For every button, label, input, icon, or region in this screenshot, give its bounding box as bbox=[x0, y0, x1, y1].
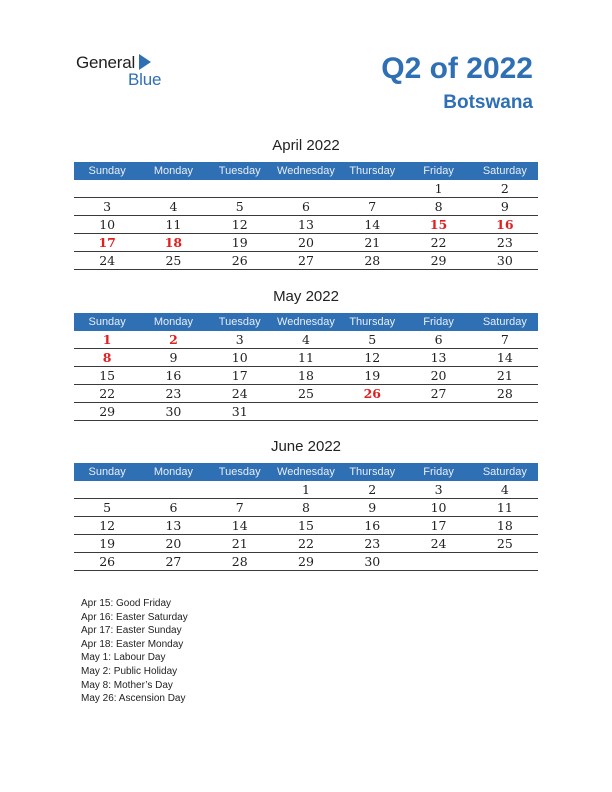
day-cell: 26 bbox=[231, 253, 248, 268]
day-cell: 11 bbox=[496, 500, 513, 515]
calendar-month-may bbox=[74, 287, 538, 421]
day-cell: 23 bbox=[496, 235, 513, 250]
weekday-label: Monday bbox=[153, 466, 193, 478]
week-row bbox=[74, 535, 538, 553]
day-cell: 1 bbox=[434, 181, 443, 196]
day-cell bbox=[74, 481, 140, 498]
week-row bbox=[74, 481, 538, 499]
day-cell: 17 bbox=[430, 518, 447, 533]
day-cell: 2 bbox=[169, 332, 178, 347]
day-cell: 28 bbox=[364, 253, 381, 268]
day-cell: 24 bbox=[99, 253, 116, 268]
day-cell: 28 bbox=[231, 554, 248, 569]
holiday-item: May 1: Labour Day bbox=[81, 652, 166, 664]
holiday-item: Apr 17: Easter Sunday bbox=[81, 625, 182, 637]
day-cell: 27 bbox=[165, 554, 182, 569]
weekday-label: Wednesday bbox=[277, 165, 335, 177]
day-cell: 22 bbox=[298, 536, 314, 551]
day-cell bbox=[405, 403, 471, 420]
day-cell: 20 bbox=[430, 368, 447, 383]
week-row bbox=[74, 403, 538, 421]
day-cell: 14 bbox=[231, 518, 248, 533]
day-cell: 15 bbox=[429, 217, 448, 232]
week-row bbox=[74, 349, 538, 367]
calendar-month-april bbox=[74, 136, 538, 270]
day-cell: 6 bbox=[302, 199, 310, 214]
calendar-month-june bbox=[74, 437, 538, 571]
day-cell: 11 bbox=[298, 350, 314, 365]
day-cell: 8 bbox=[302, 500, 310, 515]
day-cell: 15 bbox=[99, 368, 116, 383]
logo-general-text: General bbox=[76, 53, 136, 72]
day-cell: 2 bbox=[368, 482, 377, 497]
day-cell: 10 bbox=[231, 350, 248, 365]
day-cell: 7 bbox=[368, 199, 377, 214]
day-cell: 30 bbox=[364, 554, 381, 569]
day-cell: 29 bbox=[99, 404, 116, 419]
day-cell: 25 bbox=[165, 253, 182, 268]
weekday-label: Sunday bbox=[88, 466, 126, 478]
day-cell: 17 bbox=[98, 235, 116, 250]
day-cell: 13 bbox=[165, 518, 182, 533]
day-cell: 4 bbox=[302, 332, 310, 347]
day-cell: 29 bbox=[298, 554, 314, 569]
day-cell: 27 bbox=[298, 253, 314, 268]
day-cell: 10 bbox=[99, 217, 116, 232]
day-cell: 13 bbox=[298, 217, 314, 232]
week-row bbox=[74, 499, 538, 517]
day-cell: 24 bbox=[231, 386, 248, 401]
day-cell: 3 bbox=[235, 332, 244, 347]
weekday-label: Tuesday bbox=[218, 165, 261, 177]
day-cell: 3 bbox=[434, 482, 443, 497]
weekday-header-row bbox=[74, 313, 538, 331]
day-cell: 12 bbox=[99, 518, 116, 533]
day-cell: 10 bbox=[430, 500, 447, 515]
day-cell: 19 bbox=[364, 368, 381, 383]
weekday-label: Saturday bbox=[482, 165, 527, 177]
page-title: Q2 of 2022 bbox=[381, 52, 533, 85]
day-cell: 29 bbox=[430, 253, 447, 268]
month-title: April 2022 bbox=[272, 137, 340, 154]
day-cell: 18 bbox=[298, 368, 314, 383]
weekday-label: Monday bbox=[153, 316, 193, 328]
day-cell: 21 bbox=[496, 368, 513, 383]
day-cell: 5 bbox=[368, 332, 377, 347]
day-cell: 12 bbox=[231, 217, 248, 232]
day-cell bbox=[405, 553, 471, 570]
day-cell: 23 bbox=[364, 536, 381, 551]
day-cell bbox=[207, 180, 273, 197]
week-row bbox=[74, 198, 538, 216]
day-cell: 25 bbox=[298, 386, 314, 401]
day-cell: 27 bbox=[430, 386, 447, 401]
holiday-item: Apr 18: Easter Monday bbox=[81, 638, 184, 650]
day-cell: 4 bbox=[169, 199, 178, 214]
logo-blue-text: Blue bbox=[128, 70, 162, 89]
day-cell: 4 bbox=[500, 482, 509, 497]
day-cell bbox=[140, 180, 206, 197]
day-cell: 8 bbox=[102, 350, 112, 365]
day-cell bbox=[339, 180, 405, 197]
day-cell: 17 bbox=[231, 368, 248, 383]
day-cell: 16 bbox=[496, 217, 514, 232]
day-cell bbox=[207, 481, 273, 498]
day-cell: 16 bbox=[364, 518, 381, 533]
weekday-label: Wednesday bbox=[277, 466, 335, 478]
holiday-item: May 26: Ascension Day bbox=[81, 693, 186, 705]
weekday-label: Thursday bbox=[349, 165, 396, 177]
weekday-label: Monday bbox=[153, 165, 193, 177]
day-cell: 9 bbox=[368, 500, 377, 515]
weekday-label: Friday bbox=[423, 165, 454, 177]
day-cell bbox=[140, 481, 206, 498]
week-row bbox=[74, 216, 538, 234]
logo-flag-icon bbox=[139, 54, 151, 70]
holiday-item: Apr 15: Good Friday bbox=[81, 598, 172, 609]
week-row bbox=[74, 385, 538, 403]
day-cell: 20 bbox=[298, 235, 314, 250]
day-cell: 5 bbox=[235, 199, 244, 214]
weekday-label: Thursday bbox=[349, 316, 396, 328]
day-cell: 18 bbox=[164, 235, 183, 250]
logo bbox=[76, 52, 176, 92]
month-title: June 2022 bbox=[270, 438, 342, 455]
day-cell: 2 bbox=[500, 181, 509, 196]
day-cell: 30 bbox=[496, 253, 513, 268]
day-cell: 31 bbox=[231, 404, 248, 419]
day-cell: 6 bbox=[169, 500, 178, 515]
weekday-label: Sunday bbox=[88, 316, 126, 328]
day-cell: 28 bbox=[496, 386, 513, 401]
day-cell: 30 bbox=[165, 404, 182, 419]
weekday-label: Wednesday bbox=[277, 316, 335, 328]
weekday-label: Tuesday bbox=[218, 316, 261, 328]
week-row bbox=[74, 234, 538, 252]
day-cell bbox=[472, 403, 538, 420]
country-name: Botswana bbox=[443, 92, 533, 113]
holiday-item: Apr 16: Easter Saturday bbox=[81, 611, 188, 623]
day-cell: 1 bbox=[102, 332, 112, 347]
holiday-list bbox=[81, 597, 188, 706]
day-cell: 9 bbox=[169, 350, 178, 365]
day-cell: 23 bbox=[165, 386, 182, 401]
day-cell: 16 bbox=[165, 368, 182, 383]
day-cell: 19 bbox=[99, 536, 116, 551]
day-cell: 21 bbox=[231, 536, 248, 551]
day-cell bbox=[273, 403, 339, 420]
day-cell: 20 bbox=[165, 536, 182, 551]
day-cell: 8 bbox=[434, 199, 443, 214]
day-cell: 22 bbox=[430, 235, 447, 250]
day-cell: 15 bbox=[298, 518, 314, 533]
week-row bbox=[74, 367, 538, 385]
weekday-label: Saturday bbox=[482, 466, 527, 478]
day-cell: 5 bbox=[103, 500, 112, 515]
day-cell: 7 bbox=[235, 500, 244, 515]
day-cell bbox=[273, 180, 339, 197]
day-cell bbox=[339, 403, 405, 420]
week-row bbox=[74, 517, 538, 535]
day-cell: 22 bbox=[99, 386, 116, 401]
day-cell: 9 bbox=[500, 199, 509, 214]
day-cell: 18 bbox=[496, 518, 513, 533]
day-cell: 26 bbox=[99, 554, 116, 569]
weekday-label: Sunday bbox=[88, 165, 126, 177]
day-cell: 1 bbox=[302, 482, 310, 497]
week-row bbox=[74, 180, 538, 198]
day-cell: 3 bbox=[103, 199, 112, 214]
day-cell: 19 bbox=[231, 235, 248, 250]
weekday-label: Tuesday bbox=[218, 466, 261, 478]
day-cell bbox=[74, 180, 140, 197]
weekday-label: Thursday bbox=[349, 466, 396, 478]
month-title: May 2022 bbox=[273, 288, 339, 305]
day-cell: 25 bbox=[496, 536, 513, 551]
day-cell: 12 bbox=[364, 350, 381, 365]
weekday-header-row bbox=[74, 463, 538, 481]
day-cell: 6 bbox=[434, 332, 443, 347]
day-cell: 14 bbox=[496, 350, 513, 365]
day-cell bbox=[472, 553, 538, 570]
week-row bbox=[74, 331, 538, 349]
day-cell: 11 bbox=[165, 217, 182, 232]
weekday-label: Friday bbox=[423, 466, 454, 478]
week-row bbox=[74, 252, 538, 270]
day-cell: 21 bbox=[364, 235, 381, 250]
day-cell: 14 bbox=[364, 217, 381, 232]
day-cell: 24 bbox=[430, 536, 447, 551]
weekday-label: Friday bbox=[423, 316, 454, 328]
day-cell: 26 bbox=[363, 386, 381, 401]
day-cell: 7 bbox=[500, 332, 509, 347]
holiday-item: May 2: Public Holiday bbox=[81, 665, 178, 677]
holiday-item: May 8: Mother’s Day bbox=[81, 679, 173, 691]
day-cell: 13 bbox=[430, 350, 447, 365]
weekday-label: Saturday bbox=[482, 316, 527, 328]
weekday-header-row bbox=[74, 162, 538, 180]
week-row bbox=[74, 553, 538, 571]
